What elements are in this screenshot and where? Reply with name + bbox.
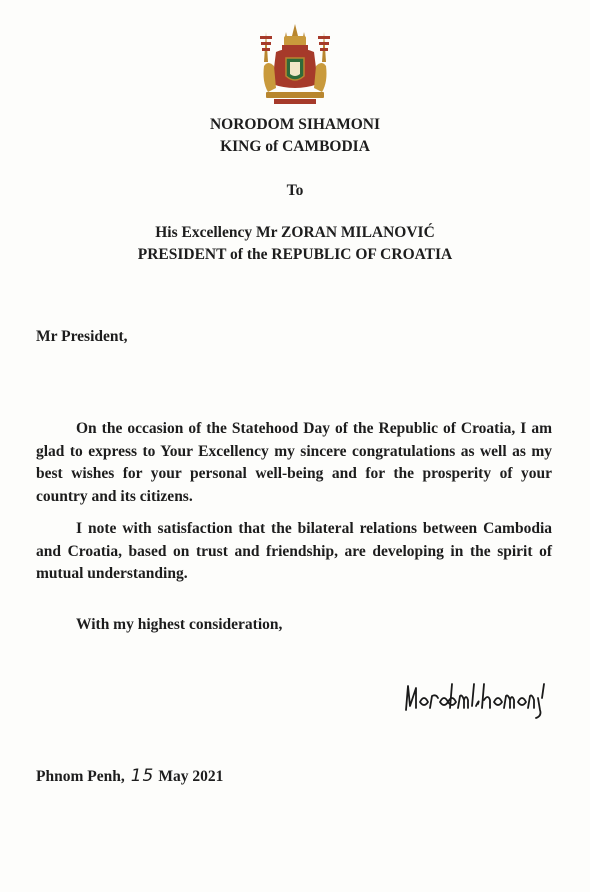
sender-title: KING of CAMBODIA bbox=[220, 138, 370, 155]
closing-line: With my highest consideration, bbox=[76, 616, 283, 633]
dateline-day: 15 bbox=[130, 766, 155, 786]
dateline-place: Phnom Penh, bbox=[36, 768, 125, 785]
to-label: To bbox=[286, 182, 304, 199]
body-paragraph-2-text: I note with satisfaction that the bilateral relations between Cambodia and Croatia, based on trust and friendship, are developing in the spirit of mutual understanding. bbox=[36, 520, 552, 582]
royal-emblem-icon bbox=[254, 22, 336, 108]
dateline bbox=[36, 766, 223, 786]
body-paragraph-1 bbox=[36, 418, 552, 508]
body-paragraph-1-text: On the occasion of the Statehood Day of the Republic of Croatia, I am glad to express to Your Excellency my sincere congratulations as well as my best wishes for your personal well-being and for the prosperity of your country and its citizens. bbox=[36, 420, 552, 505]
recipient-title: PRESIDENT of the REPUBLIC OF CROATIA bbox=[137, 246, 453, 263]
recipient-name: His Excellency Mr ZORAN MILANOVIĆ bbox=[155, 224, 435, 241]
dateline-month-year: May 2021 bbox=[158, 768, 224, 785]
sender-block bbox=[0, 114, 590, 158]
sender-name: NORODOM SIHAMONI bbox=[209, 116, 381, 133]
body-paragraph-2 bbox=[36, 518, 552, 586]
handwritten-signature bbox=[402, 676, 562, 720]
salutation: Mr President, bbox=[36, 328, 128, 345]
recipient-block bbox=[0, 222, 590, 266]
